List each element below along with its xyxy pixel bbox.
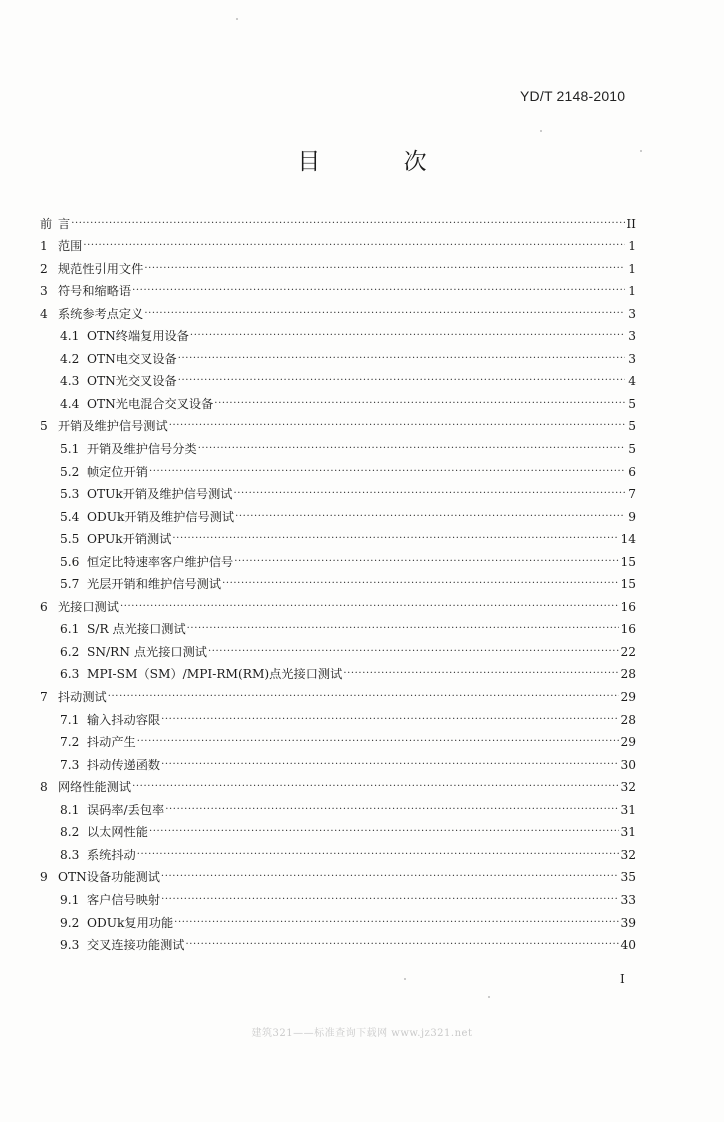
toc-entry-title: 网络性能测试 — [58, 780, 132, 795]
toc-leader-dots — [161, 758, 619, 772]
toc-entry-title: 以太网性能 — [87, 825, 148, 840]
page-title: 目 次 — [297, 149, 465, 175]
toc-entry-page: 32 — [620, 847, 636, 862]
toc-entry-title: OTN电交叉设备 — [87, 351, 177, 366]
toc-entry[interactable] — [40, 727, 636, 750]
toc-entry-page: 33 — [620, 892, 636, 907]
toc-entry[interactable] — [40, 546, 636, 569]
toc-leader-dots — [178, 352, 625, 366]
toc-entry-page: 9 — [628, 509, 636, 524]
toc-leader-dots — [161, 870, 620, 884]
toc-entry-page: 32 — [620, 780, 636, 795]
toc-entry[interactable] — [40, 907, 636, 930]
toc-entry-page: 16 — [620, 599, 636, 614]
toc-entry[interactable] — [40, 343, 636, 366]
toc-entry-number: 5.1 — [60, 442, 80, 457]
toc-entry-title: OPUk开销测试 — [87, 532, 172, 547]
toc-entry-title: 帧定位开销 — [87, 464, 148, 479]
scan-speck — [640, 150, 642, 152]
toc-entry-number: 5.7 — [60, 577, 80, 592]
toc-leader-dots — [174, 916, 619, 930]
scan-speck — [488, 996, 490, 998]
toc-entry-title: ODUk复用功能 — [87, 915, 174, 930]
toc-entry-page: 15 — [620, 577, 636, 592]
toc-entry[interactable] — [40, 433, 636, 456]
toc-entry[interactable] — [40, 659, 636, 682]
toc-entry-page: 6 — [628, 464, 636, 479]
toc-leader-dots — [149, 465, 625, 479]
toc-entry-number: 8.3 — [60, 847, 80, 862]
toc-entry-page: 3 — [628, 329, 636, 344]
toc-entry[interactable] — [40, 208, 636, 231]
page-number: I — [620, 972, 625, 986]
toc-entry-number: 5.4 — [60, 509, 80, 524]
toc-leader-dots — [169, 419, 625, 433]
toc-entry-page: 14 — [620, 532, 636, 547]
toc-entry-title: 光接口测试 — [58, 599, 119, 614]
scan-speck — [540, 130, 542, 132]
toc-entry-number: 6 — [40, 599, 48, 614]
toc-entry-title: 光层开销和维护信号测试 — [87, 577, 222, 592]
toc-entry[interactable] — [40, 704, 636, 727]
toc-entry[interactable] — [40, 636, 636, 659]
toc-entry-number: 5 — [40, 419, 48, 434]
toc-entry-title: 客户信号映射 — [87, 892, 161, 907]
toc-leader-dots — [233, 487, 625, 501]
toc-entry[interactable] — [40, 591, 636, 614]
toc-leader-dots — [172, 532, 619, 546]
toc-entry-page: 3 — [628, 306, 636, 321]
toc-entry-number: 8.1 — [60, 802, 80, 817]
toc-entry-title: 范围 — [58, 239, 83, 254]
toc-entry-page: 29 — [620, 690, 636, 705]
toc-entry[interactable] — [40, 479, 636, 502]
toc-entry-page: 15 — [620, 554, 636, 569]
toc-entry-title: MPI-SM（SM）/MPI-RM(RM)点光接口测试 — [87, 667, 343, 682]
toc-entry-title: SN/RN 点光接口测试 — [87, 644, 207, 659]
toc-leader-dots — [234, 555, 619, 569]
toc-entry-number: 4.4 — [60, 396, 80, 411]
toc-entry-number: 4.2 — [60, 351, 80, 366]
toc-entry-page: 39 — [620, 915, 636, 930]
toc-entry-title: 规范性引用文件 — [58, 261, 144, 276]
toc-entry[interactable] — [40, 569, 636, 592]
toc-entry-page: 5 — [628, 419, 636, 434]
toc-leader-dots — [198, 442, 625, 456]
toc-entry-title: 抖动产生 — [87, 735, 136, 750]
toc-entry-title: 开销及维护信号测试 — [58, 419, 168, 434]
toc-leader-dots — [161, 713, 619, 727]
toc-entry[interactable] — [40, 276, 636, 299]
toc-entry[interactable] — [40, 231, 636, 254]
toc-entry-page: 1 — [628, 261, 636, 276]
toc-entry[interactable] — [40, 524, 636, 547]
toc-entry-page: 16 — [620, 622, 636, 637]
toc-leader-dots — [137, 848, 620, 862]
toc-entry-number: 4.1 — [60, 329, 80, 344]
toc-leader-dots — [149, 825, 620, 839]
toc-entry-number: 9.3 — [60, 938, 80, 953]
table-of-contents — [40, 208, 636, 952]
toc-entry-title: 恒定比特速率客户维护信号 — [87, 554, 234, 569]
toc-entry-number: 5.2 — [60, 464, 80, 479]
toc-leader-dots — [190, 329, 625, 343]
toc-entry[interactable] — [40, 794, 636, 817]
toc-entry[interactable] — [40, 388, 636, 411]
toc-entry[interactable] — [40, 817, 636, 840]
toc-entry-number: 前 — [40, 216, 53, 231]
toc-entry-title: ODUk开销及维护信号测试 — [87, 509, 235, 524]
toc-leader-dots — [208, 645, 620, 659]
toc-entry[interactable] — [40, 862, 636, 885]
toc-entry-page: 22 — [620, 644, 636, 659]
toc-entry[interactable] — [40, 884, 636, 907]
toc-leader-dots — [178, 374, 625, 388]
toc-leader-dots — [132, 780, 619, 794]
toc-entry-page: 28 — [620, 667, 636, 682]
toc-entry-page: 5 — [628, 396, 636, 411]
toc-entry-number: 1 — [40, 239, 48, 254]
toc-entry-number: 5.3 — [60, 487, 80, 502]
toc-leader-dots — [222, 577, 619, 591]
toc-entry-page: 1 — [628, 284, 636, 299]
toc-entry-number: 9 — [40, 870, 48, 885]
toc-entry-number: 5.6 — [60, 554, 80, 569]
toc-entry-title: OTN终端复用设备 — [87, 329, 189, 344]
toc-entry-title: 输入抖动容限 — [87, 712, 161, 727]
toc-entry-number: 6.1 — [60, 622, 80, 637]
toc-leader-dots — [235, 510, 625, 524]
toc-leader-dots — [144, 307, 625, 321]
toc-entry-page: 35 — [620, 870, 636, 885]
toc-entry[interactable] — [40, 839, 636, 862]
toc-entry-title: 言 — [58, 216, 71, 231]
toc-entry-number: 3 — [40, 284, 48, 299]
toc-entry[interactable] — [40, 501, 636, 524]
toc-entry-title: OTN光电混合交叉设备 — [87, 396, 214, 411]
toc-entry-number: 5.5 — [60, 532, 80, 547]
toc-entry[interactable] — [40, 253, 636, 276]
toc-entry-page: 5 — [628, 442, 636, 457]
toc-entry-title: 抖动测试 — [58, 690, 107, 705]
toc-leader-dots — [132, 284, 625, 298]
toc-entry[interactable] — [40, 772, 636, 795]
toc-entry-number: 8 — [40, 780, 48, 795]
scan-speck — [236, 18, 238, 20]
toc-entry-page: 29 — [620, 735, 636, 750]
toc-leader-dots — [214, 397, 625, 411]
toc-entry-title: OTN光交叉设备 — [87, 374, 177, 389]
toc-entry[interactable] — [40, 366, 636, 389]
toc-leader-dots — [186, 938, 620, 952]
toc-leader-dots — [187, 622, 620, 636]
toc-entry-number: 7.2 — [60, 735, 80, 750]
toc-leader-dots — [83, 239, 625, 253]
toc-entry-title: OTN设备功能测试 — [58, 870, 160, 885]
toc-entry-page: 4 — [628, 374, 636, 389]
toc-entry-title: 抖动传递函数 — [87, 757, 161, 772]
toc-entry-title: 交叉连接功能测试 — [87, 938, 185, 953]
toc-leader-dots — [120, 600, 620, 614]
toc-entry-title: 开销及维护信号分类 — [87, 442, 197, 457]
toc-entry-number: 2 — [40, 261, 48, 276]
toc-entry[interactable] — [40, 456, 636, 479]
toc-entry-page: 31 — [620, 802, 636, 817]
toc-leader-dots — [161, 893, 619, 907]
toc-entry-number: 4.3 — [60, 374, 80, 389]
toc-entry[interactable] — [40, 321, 636, 344]
toc-leader-dots — [71, 217, 625, 231]
toc-entry-title: 误码率/丢包率 — [87, 802, 165, 817]
toc-entry-number: 6.3 — [60, 667, 80, 682]
toc-entry-page: 1 — [628, 239, 636, 254]
toc-entry-number: 8.2 — [60, 825, 80, 840]
toc-entry[interactable] — [40, 930, 636, 953]
toc-entry-number: 7.3 — [60, 757, 80, 772]
toc-entry-title: 系统参考点定义 — [58, 306, 144, 321]
toc-entry-number: 6.2 — [60, 644, 80, 659]
toc-entry-page: 7 — [628, 487, 636, 502]
toc-entry[interactable] — [40, 681, 636, 704]
toc-entry-title: S/R 点光接口测试 — [87, 622, 186, 637]
toc-entry-page: II — [626, 216, 636, 231]
toc-entry-number: 9.2 — [60, 915, 80, 930]
document-number: YD/T 2148-2010 — [520, 88, 626, 104]
toc-entry[interactable] — [40, 614, 636, 637]
toc-entry[interactable] — [40, 298, 636, 321]
toc-entry-number: 7.1 — [60, 712, 80, 727]
scan-speck — [404, 978, 406, 980]
toc-leader-dots — [343, 667, 619, 681]
toc-entry-title: OTUk开销及维护信号测试 — [87, 487, 233, 502]
toc-leader-dots — [144, 262, 625, 276]
toc-entry-page: 40 — [620, 938, 636, 953]
toc-entry-page: 3 — [628, 351, 636, 366]
toc-entry-title: 符号和缩略语 — [58, 284, 132, 299]
toc-entry-title: 系统抖动 — [87, 847, 136, 862]
toc-entry[interactable] — [40, 411, 636, 434]
toc-entry[interactable] — [40, 749, 636, 772]
toc-entry-number: 7 — [40, 690, 48, 705]
toc-entry-page: 30 — [620, 757, 636, 772]
toc-entry-page: 28 — [620, 712, 636, 727]
toc-leader-dots — [108, 690, 620, 704]
toc-entry-number: 4 — [40, 306, 48, 321]
toc-leader-dots — [137, 735, 620, 749]
toc-entry-page: 31 — [620, 825, 636, 840]
toc-entry-number: 9.1 — [60, 892, 80, 907]
watermark: 建筑321——标准查询下载网 www.jz321.net — [251, 1028, 473, 1039]
toc-leader-dots — [165, 803, 619, 817]
